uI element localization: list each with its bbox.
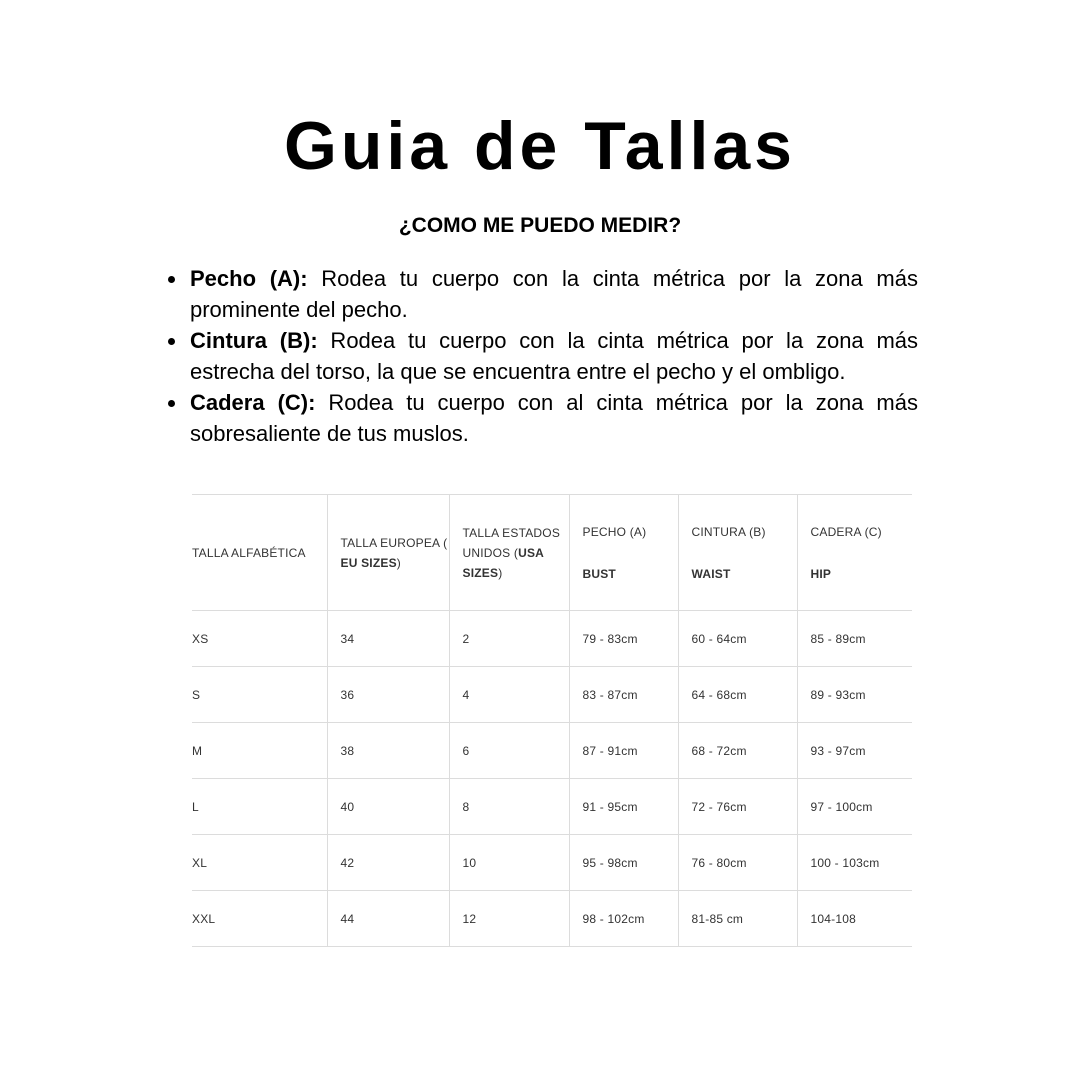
instruction-text: Rodea tu cuerpo con al cinta métrica por la zona más sobresaliente de tus muslos. [190,390,918,446]
cell-waist: 76 - 80cm [678,835,797,891]
table-header-row [192,495,912,611]
cell-us: 2 [449,611,569,667]
header-waist: CINTURA (B) WAIST [678,495,797,611]
measurement-instructions [190,263,918,449]
instruction-term: Pecho (A): [190,266,308,291]
header-chest: PECHO (A) BUST [569,495,678,611]
cell-chest: 91 - 95cm [569,779,678,835]
header-alpha-size: TALLA ALFABÉTICA [192,495,327,611]
bullet-dot-icon [168,400,175,407]
instruction-chest [190,263,918,325]
cell-eu: 44 [327,891,449,947]
cell-eu: 34 [327,611,449,667]
cell-us: 4 [449,667,569,723]
instruction-term: Cadera (C): [190,390,316,415]
instruction-term: Cintura (B): [190,328,318,353]
cell-us: 10 [449,835,569,891]
cell-waist: 81-85 cm [678,891,797,947]
instruction-text: Rodea tu cuerpo con la cinta métrica por la zona más estrecha del torso, la que se encuentra entre el pecho y el ombligo. [190,328,919,384]
cell-alpha: M [192,723,327,779]
table-row [192,835,912,891]
cell-chest: 83 - 87cm [569,667,678,723]
cell-hip: 100 - 103cm [797,835,912,891]
cell-chest: 79 - 83cm [569,611,678,667]
cell-alpha: XXL [192,891,327,947]
table-row [192,611,912,667]
cell-chest: 98 - 102cm [569,891,678,947]
cell-alpha: S [192,667,327,723]
cell-waist: 72 - 76cm [678,779,797,835]
cell-us: 8 [449,779,569,835]
bullet-dot-icon [168,338,175,345]
page-title: Guia de Tallas [283,108,796,184]
cell-waist: 68 - 72cm [678,723,797,779]
cell-alpha: L [192,779,327,835]
table-row [192,667,912,723]
cell-waist: 60 - 64cm [678,611,797,667]
cell-hip: 104-108 [797,891,912,947]
table-row [192,779,912,835]
measure-heading: ¿COMO ME PUEDO MEDIR? [398,214,682,237]
cell-eu: 42 [327,835,449,891]
cell-waist: 64 - 68cm [678,667,797,723]
cell-hip: 97 - 100cm [797,779,912,835]
cell-alpha: XS [192,611,327,667]
bullet-dot-icon [168,276,175,283]
table-row [192,891,912,947]
cell-eu: 40 [327,779,449,835]
size-chart-table [192,494,912,947]
cell-eu: 36 [327,667,449,723]
instruction-text: Rodea tu cuerpo con la cinta métrica por la zona más prominente del pecho. [190,266,918,322]
cell-hip: 85 - 89cm [797,611,912,667]
header-us-size: TALLA ESTADOS UNIDOS (USA SIZES) [449,495,569,611]
header-eu-size: TALLA EUROPEA ( EU SIZES) [327,495,449,611]
cell-hip: 93 - 97cm [797,723,912,779]
cell-chest: 95 - 98cm [569,835,678,891]
cell-us: 12 [449,891,569,947]
cell-us: 6 [449,723,569,779]
instruction-waist [190,325,918,387]
cell-alpha: XL [192,835,327,891]
header-hip: CADERA (C) HIP [797,495,912,611]
table-row [192,723,912,779]
cell-hip: 89 - 93cm [797,667,912,723]
cell-eu: 38 [327,723,449,779]
instruction-hip [190,387,918,449]
cell-chest: 87 - 91cm [569,723,678,779]
